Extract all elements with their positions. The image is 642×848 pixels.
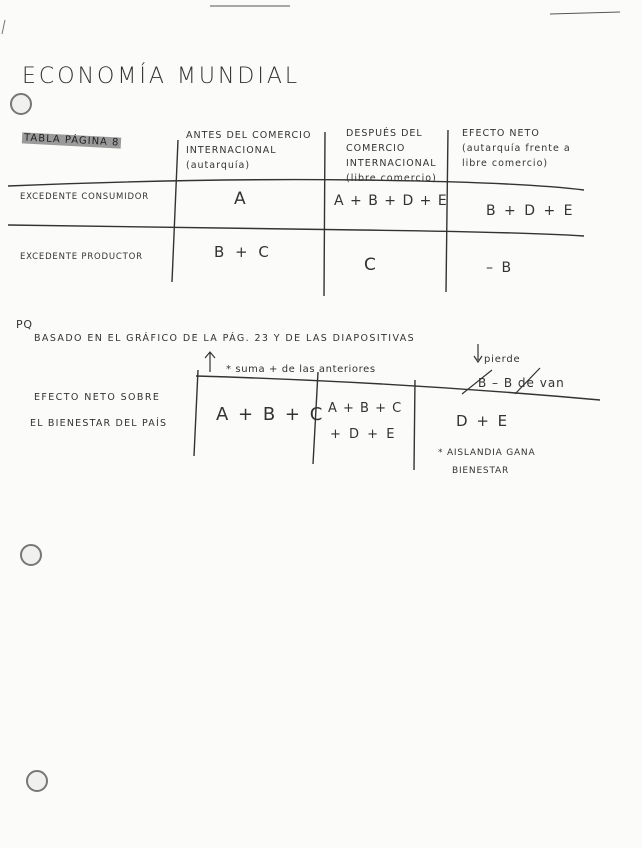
cell-consumer-net: B + D + E — [486, 203, 575, 219]
effect-cell-after-2: + D + E — [330, 427, 397, 442]
cell-consumer-before: A — [234, 189, 249, 209]
cell-producer-net: – B — [486, 260, 514, 276]
footnote-line-2: BIENESTAR — [452, 466, 510, 476]
effect-cell-net: D + E — [456, 412, 510, 430]
note-sum-previous: * suma + de las anteriores — [226, 364, 376, 375]
section-marker: PQ — [16, 318, 33, 331]
section-heading: BASADO EN EL GRÁFICO DE LA PÁG. 23 Y DE LAS DIAPOSITIVAS — [34, 333, 416, 344]
col-header-after: DESPUÉS DEL COMERCIO INTERNACIONAL (libre comercio) — [346, 128, 437, 184]
cell-consumer-after: A + B + D + E — [334, 193, 448, 209]
note-net-top: B – B de van — [478, 376, 565, 390]
effect-cell-after-1: A + B + C — [328, 401, 403, 416]
col-header-net: EFECTO NETO (autarquía frente a libre comercio) — [462, 128, 571, 169]
cell-producer-after: C — [364, 255, 379, 275]
table-label: TABLA PÁGINA 8 — [23, 132, 120, 149]
row-label-producer: EXCEDENTE PRODUCTOR — [20, 252, 143, 262]
row-label-consumer: EXCEDENTE CONSUMIDOR — [20, 192, 150, 202]
footnote-line-1: * AISLANDIA GANA — [438, 448, 536, 458]
cell-producer-before: B + C — [214, 243, 272, 261]
effect-cell-before: A + B + C — [216, 404, 325, 425]
col-header-before: ANTES DEL COMERCIO INTERNACIONAL (autarquía) — [186, 130, 312, 171]
page-title: ECONOMÍA MUNDIAL — [22, 64, 301, 89]
effect-row-label-1: EFECTO NETO SOBRE — [34, 392, 161, 403]
note-pierde: pierde — [484, 354, 521, 365]
effect-row-label-2: EL BIENESTAR DEL PAÍS — [30, 418, 168, 429]
